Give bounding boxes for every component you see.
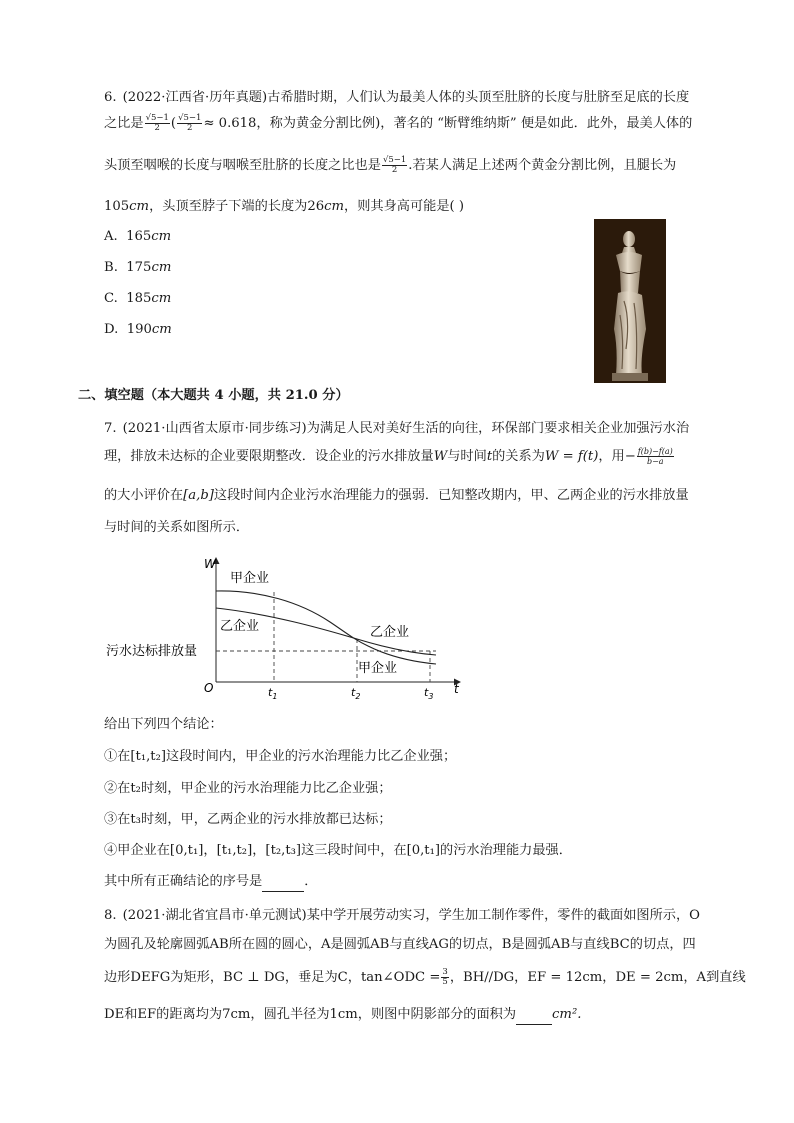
q6-line1: 古希腊时期，人们认为最美人体的头顶至肚脐的长度与肚脐至足底的长度 [267, 90, 690, 105]
q6-option-d[interactable]: D. 190cm [104, 322, 172, 337]
q7-intro: 给出下列四个结论： [104, 717, 223, 732]
q7-ask: 其中所有正确结论的序号是 ． [104, 873, 317, 892]
standard-label: 污水达标排放量 [106, 644, 198, 659]
q6-line3: 头顶至咽喉的长度与咽喉至肚脐的长度之比也是 $\frac{√5-1}{2}$ .若某人满足上述两个黄金分割比例，且腿长为 [104, 155, 677, 175]
venus-de-milo-image [594, 219, 666, 383]
q7-conclusion-1: ①在[t₁,t₂]这段时间内，甲企业的污水治理能力比乙企业强； [104, 749, 457, 764]
q7-line1: 7. (2021·山西省太原市·同步练习)为满足人民对美好生活的向往，环保部门要求相关企业加强污水治 [104, 421, 690, 436]
svg-text:t2: $t_2$ [351, 686, 361, 701]
q7-answer-blank[interactable] [262, 873, 304, 892]
q8-line2: 为圆孔及轮廓圆弧AB所在圆的圆心，A是圆弧AB与直线AG的切点，B是圆弧AB与直线BC的切点，四 [104, 937, 696, 952]
svg-text:t3: $t_3$ [424, 686, 434, 701]
q6-number: 6. (2022·江西省·历年真题)古希腊时期，人们认为最美人体的头顶至肚脐的长度与肚脐至足底的长度 [104, 90, 690, 105]
q7-conclusion-2: ②在t₂时刻，甲企业的污水治理能力比乙企业强； [104, 781, 392, 796]
jia-label-bottom: 甲企业 [358, 661, 398, 676]
yi-label-left: 乙企业 [220, 619, 260, 634]
pollution-graph [100, 552, 470, 702]
q8-line3: 边形DEFG为矩形，BC ⊥ DG，垂足为C，tan∠ODC = $\frac{3}{5}$ ，BH//DG，EF = 12cm，DE = 2cm，A到直线 [104, 967, 746, 987]
q8-line1: 8. (2021·湖北省宜昌市·单元测试)某中学开展劳动实习，学生加工制作零件，零件的截面如图所示，O [104, 908, 700, 923]
svg-text:t1: $t_1$ [268, 686, 278, 701]
origin-label: O [204, 681, 214, 695]
q6-line4: 105cm，头顶至脖子下端的长度为26cm，则其身高可能是( ) [104, 199, 464, 214]
yi-label-right: 乙企业 [370, 625, 410, 640]
t-axis-label: t [454, 682, 459, 696]
q6-option-c[interactable]: C. 185cm [104, 291, 172, 306]
q6-option-a[interactable]: A. 165cm [104, 229, 172, 244]
q6-line2: 之比是 $\frac{√5-1}{2}$ ( $\frac{√5-1}{2}$ ≈ 0.618，称为黄金分割比例)，著名的 “断臂维纳斯” 便是如此．此外，最美人体的 [104, 113, 693, 133]
section-heading: 二、填空题（本大题共 4 小题，共 21.0 分） [78, 388, 349, 403]
golden-ratio-fraction: $\frac{√5-1}{2}$ [145, 113, 169, 133]
q7-line2: 理，排放未达标的企业要限期整改．设企业的污水排放量W与时间t的关系为W = f(t)，用− $\frac{f(b)-f(a)}{b-a}$ [104, 447, 673, 466]
w-label: W [204, 557, 216, 571]
q6-source: (2022·江西省·历年真题) [122, 90, 268, 105]
q8-answer-blank[interactable] [516, 1006, 552, 1025]
q8-line4: DE和EF的距离均为7cm，圆孔半径为1cm，则图中阴影部分的面积为 cm². [104, 1006, 581, 1025]
q7-line3: 的大小评价在[a,b]这段时间内企业污水治理能力的强弱．已知整改期内，甲、乙两企业的污水排放量 [104, 488, 689, 503]
q7-conclusion-4: ④甲企业在[0,t₁]，[t₁,t₂]，[t₂,t₃]这三段时间中，在[0,t₁]的污水治理能力最强． [104, 843, 572, 858]
jia-label-top: 甲企业 [230, 571, 270, 586]
q7-line4: 与时间的关系如图所示． [104, 520, 250, 535]
q7-conclusion-3: ③在t₃时刻，甲，乙两企业的污水排放都已达标； [104, 812, 392, 827]
q6-option-b[interactable]: B. 175cm [104, 260, 172, 275]
